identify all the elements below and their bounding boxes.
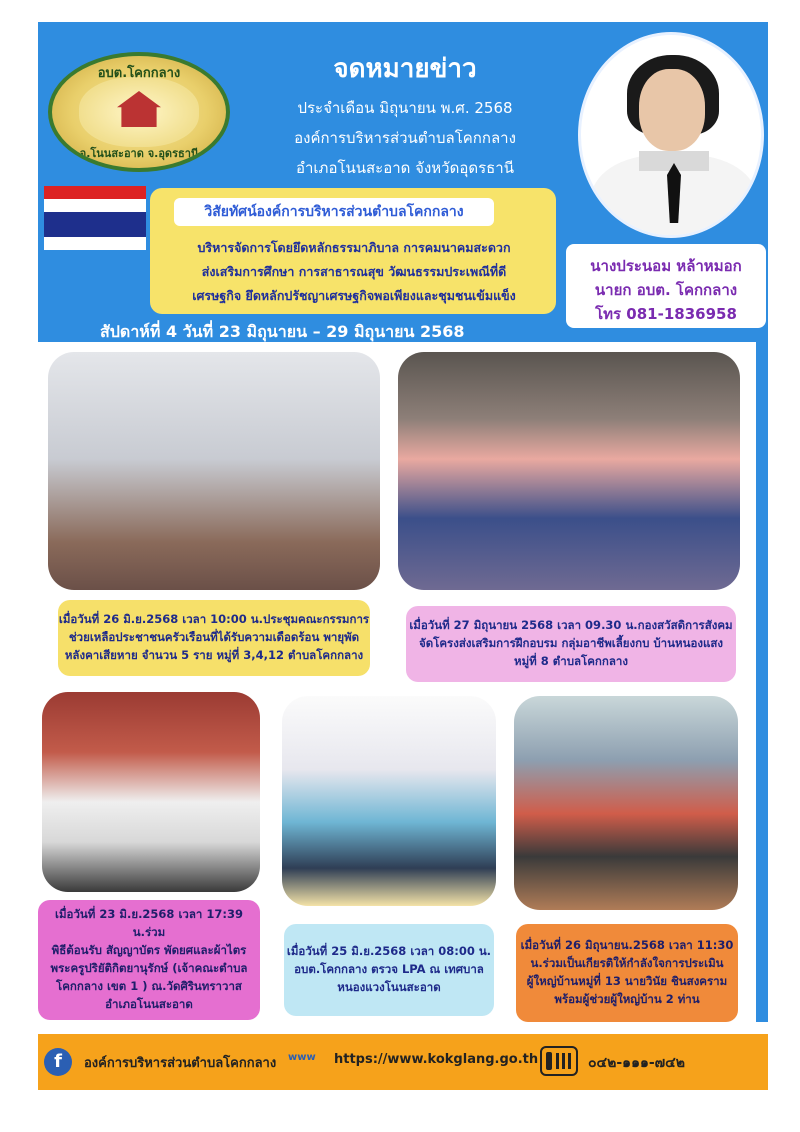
logo-bottom-text: อ.โนนสะอาด จ.อุดรธานี: [79, 147, 199, 160]
district-province: อำเภอโนนสะอาด จังหวัดอุดรธานี: [296, 159, 514, 177]
vision-title: วิสัยทัศน์องค์การบริหารส่วนตำบลโคกกลาง: [174, 198, 494, 226]
footer-org-name: องค์การบริหารส่วนตำบลโคกกลาง: [84, 1056, 277, 1071]
news-photo-ceremony: [42, 692, 260, 892]
org-logo: [48, 52, 230, 172]
news-photo-meeting: [48, 352, 380, 590]
mayor-position: นายก อบต. โคกกลาง: [594, 281, 738, 299]
mayor-name: นางประนอม หล้าหมอก: [590, 257, 742, 275]
news-caption: เมื่อวันที่ 26 มิถุนายน.2568 เวลา 11:30 น.ร่วมเป็นเกียรติให้กำลังใจการประเมิน ผู้ใหญ่บ้านหมู่ที่ 13 นายวินัย ชินสงคราม พร้อมผู้ช่วยผู้ใหญ่บ้าน 2 ท่าน: [516, 924, 738, 1022]
issue-month: ประจำเดือน มิถุนายน พ.ศ. 2568: [297, 99, 513, 117]
news-photo-lpa: [282, 696, 496, 906]
org-name: องค์การบริหารส่วนตำบลโคกกลาง: [294, 129, 516, 147]
vision-line: เศรษฐกิจ ยึดหลักปรัชญาเศรษฐกิจพอเพียงและชุมชนเข้มแข็ง: [192, 288, 516, 303]
week-label: สัปดาห์ที่ 4 วันที่ 23 มิถุนายน – 29 มิถุนายน 2568: [100, 322, 465, 341]
globe-icon: www: [288, 1052, 316, 1063]
vision-line: บริหารจัดการโดยยึดหลักธรรมาภิบาล การคมนาคมสะดวก: [197, 240, 511, 255]
news-photo-village-headman: [514, 696, 738, 910]
logo-emblem: [79, 77, 199, 147]
news-caption: เมื่อวันที่ 26 มิ.ย.2568 เวลา 10:00 น.ประชุมคณะกรรมการ ช่วยเหลือประชาชนครัวเรือนที่ได้รับความเดือดร้อน พายุพัด หลังคาเสียหาย จำนวน 5 ราย หมู่ที่ 3,4,12 ตำบลโคกกลาง: [58, 600, 370, 676]
news-caption: เมื่อวันที่ 23 มิ.ย.2568 เวลา 17:39 น.ร่วม พิธีต้อนรับ สัญญาบัตร พัดยศและผ้าไตร พระครูปริยัติกิตยานุรักษ์ (เจ้าคณะตำบล โคกกลาง เขต 1 ) ณ.วัดศิรินทราวาส อำเภอโนนสะอาด: [38, 900, 260, 1020]
thai-flag-icon: [44, 186, 146, 250]
facebook-icon[interactable]: f: [44, 1048, 72, 1076]
logo-top-text: อบต.โคกกลาง: [97, 66, 181, 81]
telephone-icon: [540, 1046, 578, 1076]
vision-line: ส่งเสริมการศึกษา การสาธารณสุข วัฒนธรรมประเพณีที่ดี: [201, 264, 507, 279]
footer-phone: ๐๔๒-๑๑๑-๗๔๒: [588, 1055, 686, 1071]
news-caption: เมื่อวันที่ 27 มิถุนายน 2568 เวลา 09.30 น.กองสวัสดิการสังคม จัดโครงส่งเสริมการฝึกอบรม กลุ่มอาชีพเลี้ยงกบ บ้านหนองแสง หมู่ที่ 8 ตำบลโคกกลาง: [406, 606, 736, 682]
mayor-photo: [578, 32, 764, 238]
news-caption: เมื่อวันที่ 25 มิ.ย.2568 เวลา 08:00 น. อบต.โคกกลาง ตรวจ LPA ณ เทศบาล หนองแวงโนนสะอาด: [284, 924, 494, 1016]
mayor-phone: โทร 081-1836958: [595, 305, 737, 323]
news-photo-frog-training: [398, 352, 740, 590]
website-link[interactable]: https://www.kokglang.go.th: [334, 1052, 539, 1067]
newsletter-title: จดหมายข่าว: [333, 54, 477, 84]
house-icon: [117, 91, 161, 127]
